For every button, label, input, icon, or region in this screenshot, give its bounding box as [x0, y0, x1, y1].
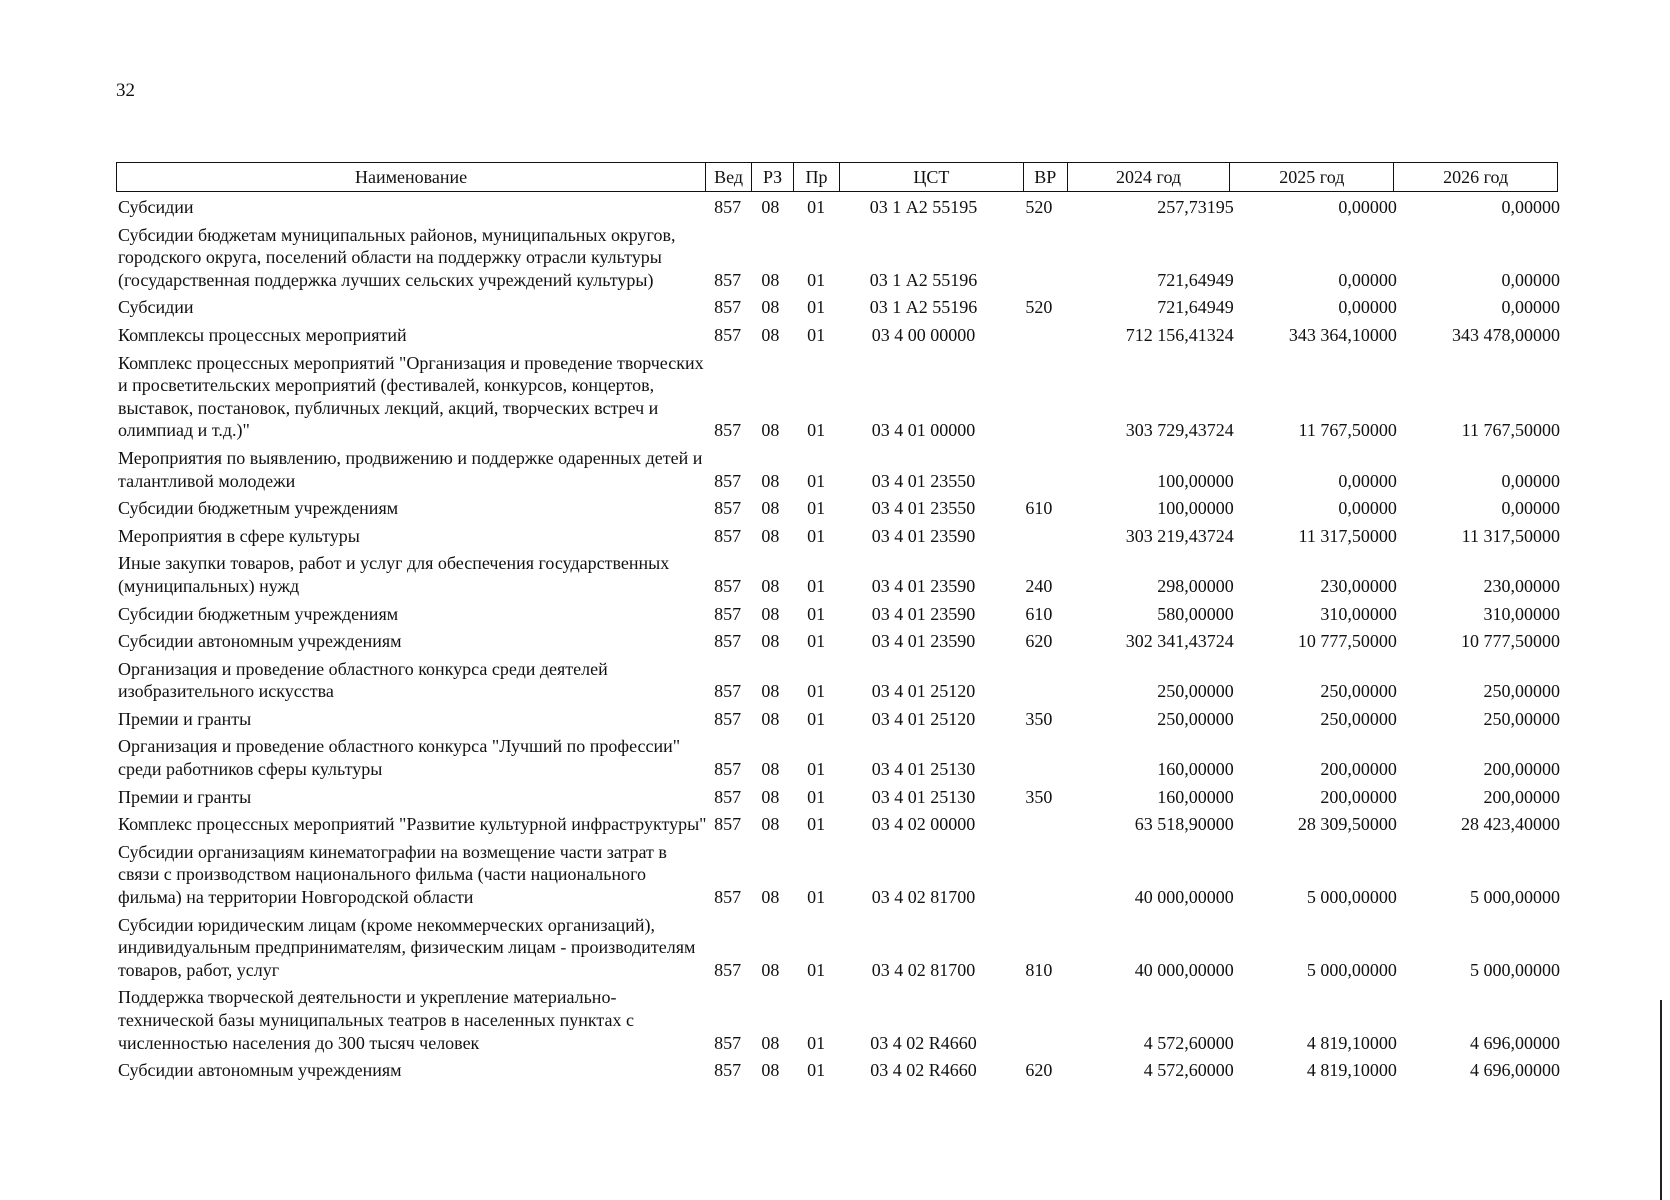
- cell-2025: 28 309,50000: [1297, 814, 1397, 835]
- cell-2025: 250,00000: [1320, 708, 1397, 729]
- cell-vr: 610: [1025, 603, 1053, 624]
- cell-rz: 08: [761, 525, 780, 546]
- table-row: [116, 447, 1566, 492]
- cell-2025: 4 819,10000: [1306, 1032, 1397, 1053]
- table-row: [116, 352, 1566, 442]
- cell-2025: 0,00000: [1338, 470, 1397, 491]
- cell-cst: 03 4 02 R4660: [870, 1060, 977, 1081]
- cell-pr: 01: [807, 1032, 826, 1053]
- cell-name: Комплекс процессных мероприятий "Организация и проведение творческих и просветительских мероприятий (фестивалей, конкурсов, концертов, выставок, постановок, публичных лекций, акций, творческих встреч и олимпиад и т.д.)": [118, 352, 704, 441]
- page-number: 32: [116, 80, 135, 101]
- cell-pr: 01: [807, 814, 826, 835]
- cell-vr: 350: [1025, 708, 1053, 729]
- cell-2025: 0,00000: [1338, 197, 1397, 217]
- cell-vr: 350: [1025, 786, 1053, 807]
- table-row: [116, 603, 1566, 626]
- cell-2026: 11 767,50000: [1461, 420, 1560, 441]
- cell-ved: 857: [714, 631, 742, 652]
- cell-cst: 03 4 01 25130: [871, 759, 976, 780]
- cell-2024: 257,73195: [1157, 197, 1234, 217]
- cell-pr: 01: [807, 603, 826, 624]
- table-header: [116, 162, 1558, 192]
- cell-rz: 08: [761, 603, 780, 624]
- cell-2024: 40 000,00000: [1134, 887, 1234, 908]
- cell-vr: 610: [1025, 498, 1053, 519]
- cell-pr: 01: [807, 959, 826, 980]
- cell-name: Субсидии: [118, 197, 194, 217]
- cell-vr: 520: [1025, 197, 1053, 217]
- cell-pr: 01: [807, 575, 826, 596]
- header-2025: 2025 год: [1230, 163, 1394, 191]
- table-row: [116, 224, 1566, 292]
- cell-name: Поддержка творческой деятельности и укрепление материально-технической базы муниципальных театров в населенных пунктах с численностью населения до 300 тысяч человек: [118, 987, 634, 1053]
- table-row: [116, 914, 1566, 982]
- cell-pr: 01: [807, 420, 826, 441]
- table-row: [116, 324, 1566, 347]
- cell-2025: 200,00000: [1320, 786, 1397, 807]
- cell-name: Организация и проведение областного конкурса "Лучший по профессии" среди работников сферы культуры: [118, 736, 681, 780]
- cell-rz: 08: [761, 269, 780, 290]
- cell-cst: 03 4 02 R4660: [870, 1032, 977, 1053]
- cell-2026: 11 317,50000: [1461, 525, 1560, 546]
- table-row: [116, 841, 1566, 909]
- cell-name: Субсидии: [118, 297, 194, 318]
- cell-pr: 01: [807, 297, 826, 318]
- cell-2024: 721,64949: [1157, 297, 1234, 318]
- header-2026: 2026 год: [1443, 166, 1509, 187]
- table-row: [116, 735, 1566, 780]
- cell-rz: 08: [761, 1032, 780, 1053]
- cell-2026: 0,00000: [1501, 297, 1560, 318]
- cell-rz: 08: [761, 681, 780, 702]
- cell-2026: 250,00000: [1483, 681, 1560, 702]
- cell-cst: 03 4 00 00000: [871, 324, 976, 345]
- cell-2024: 100,00000: [1157, 470, 1234, 491]
- cell-pr: 01: [807, 324, 826, 345]
- cell-2026: 5 000,00000: [1470, 887, 1560, 908]
- cell-2026: 200,00000: [1483, 759, 1560, 780]
- cell-2024: 100,00000: [1157, 498, 1234, 519]
- table-row: [116, 786, 1566, 809]
- cell-pr: 01: [807, 681, 826, 702]
- table-row: [116, 1059, 1566, 1082]
- cell-ved: 857: [714, 269, 742, 290]
- cell-cst: 03 4 01 23590: [871, 575, 976, 596]
- cell-ved: 857: [714, 197, 742, 217]
- cell-pr: 01: [807, 470, 826, 491]
- cell-cst: 03 4 02 00000: [871, 814, 976, 835]
- cell-rz: 08: [761, 575, 780, 596]
- cell-2026: 5 000,00000: [1470, 959, 1560, 980]
- cell-name: Субсидии бюджетным учреждениям: [118, 498, 399, 519]
- table-row: [116, 708, 1566, 731]
- cell-2024: 250,00000: [1157, 681, 1234, 702]
- header-ved: Вед: [706, 163, 752, 191]
- cell-rz: 08: [761, 324, 780, 345]
- cell-name: Субсидии бюджетам муниципальных районов, муниципальных округов, городского округа, поселений области на поддержку отрасли культуры (государственная поддержка лучших сельских учреждений культуры): [118, 224, 676, 290]
- cell-2025: 11 317,50000: [1298, 525, 1397, 546]
- cell-ved: 857: [714, 297, 742, 318]
- cell-name: Комплексы процессных мероприятий: [118, 324, 407, 345]
- cell-pr: 01: [807, 197, 826, 217]
- header-cst: ЦСТ: [840, 163, 1024, 191]
- cell-2025: 0,00000: [1338, 297, 1397, 318]
- cell-2025: 250,00000: [1320, 681, 1397, 702]
- cell-ved: 857: [714, 525, 742, 546]
- cell-ved: 857: [714, 786, 742, 807]
- cell-2025: 343 364,10000: [1288, 324, 1397, 345]
- cell-cst: 03 4 01 23590: [871, 631, 976, 652]
- cell-name: Комплекс процессных мероприятий "Развитие культурной инфраструктуры": [118, 814, 707, 835]
- cell-rz: 08: [761, 470, 780, 491]
- cell-rz: 08: [761, 631, 780, 652]
- cell-2025: 5 000,00000: [1306, 959, 1397, 980]
- cell-2024: 250,00000: [1157, 708, 1234, 729]
- cell-pr: 01: [807, 786, 826, 807]
- cell-cst: 03 1 А2 55196: [869, 297, 978, 318]
- cell-2024: 160,00000: [1157, 759, 1234, 780]
- cell-2025: 0,00000: [1338, 498, 1397, 519]
- table-row: [116, 813, 1566, 836]
- cell-2026: 28 423,40000: [1461, 814, 1560, 835]
- cell-name: Субсидии организациям кинематографии на возмещение части затрат в связи с производством национального фильма (части национального фильма) на территории Новгородской области: [118, 841, 667, 908]
- cell-2026: 0,00000: [1501, 197, 1560, 217]
- cell-rz: 08: [761, 708, 780, 729]
- cell-vr: 810: [1025, 959, 1053, 980]
- cell-cst: 03 1 А2 55196: [869, 269, 978, 290]
- table-row: [116, 986, 1566, 1054]
- cell-2024: 580,00000: [1157, 603, 1234, 624]
- cell-name: Иные закупки товаров, работ и услуг для обеспечения государственных (муниципальных) нужд: [118, 553, 670, 596]
- header-2024: 2024 год: [1068, 163, 1231, 191]
- cell-name: Субсидии бюджетным учреждениям: [118, 603, 399, 624]
- cell-ved: 857: [714, 959, 742, 980]
- cell-rz: 08: [761, 959, 780, 980]
- cell-ved: 857: [714, 681, 742, 702]
- cell-2024: 721,64949: [1157, 269, 1234, 290]
- cell-cst: 03 4 01 23590: [871, 603, 976, 624]
- cell-rz: 08: [761, 498, 780, 519]
- cell-ved: 857: [714, 814, 742, 835]
- cell-name: Субсидии автономным учреждениям: [118, 1060, 402, 1081]
- table-row: [116, 658, 1566, 703]
- cell-cst: 03 4 02 81700: [871, 887, 976, 908]
- cell-2025: 11 767,50000: [1298, 420, 1397, 441]
- cell-ved: 857: [714, 470, 742, 491]
- cell-2025: 200,00000: [1320, 759, 1397, 780]
- cell-name: Мероприятия по выявлению, продвижению и поддержке одаренных детей и талантливой молодежи: [118, 447, 703, 491]
- cell-2026: 200,00000: [1483, 786, 1560, 807]
- cell-cst: 03 4 01 23590: [871, 525, 976, 546]
- header-name: Наименование: [117, 163, 706, 191]
- cell-name: Мероприятия в сфере культуры: [118, 525, 360, 546]
- table-row: [116, 296, 1566, 319]
- cell-2026: 0,00000: [1501, 498, 1560, 519]
- cell-2024: 303 219,43724: [1125, 525, 1234, 546]
- cell-name: Субсидии автономным учреждениям: [118, 631, 402, 652]
- cell-ved: 857: [714, 420, 742, 441]
- cell-2025: 5 000,00000: [1306, 887, 1397, 908]
- cell-cst: 03 4 01 25120: [871, 681, 976, 702]
- table-row: [116, 196, 1566, 219]
- cell-2024: 4 572,60000: [1143, 1060, 1234, 1081]
- cell-2024: 303 729,43724: [1125, 420, 1234, 441]
- cell-rz: 08: [761, 420, 780, 441]
- cell-pr: 01: [807, 525, 826, 546]
- table-row: [116, 497, 1566, 520]
- cell-vr: 620: [1025, 631, 1053, 652]
- cell-ved: 857: [714, 887, 742, 908]
- cell-2026: 310,00000: [1483, 603, 1560, 624]
- cell-2026: 10 777,50000: [1461, 631, 1560, 652]
- cell-2024: 4 572,60000: [1143, 1032, 1234, 1053]
- cell-pr: 01: [807, 887, 826, 908]
- cell-cst: 03 4 01 00000: [871, 420, 976, 441]
- cell-vr: 240: [1025, 575, 1053, 596]
- table-body: [116, 196, 1566, 1087]
- cell-2026: 0,00000: [1501, 269, 1560, 290]
- cell-ved: 857: [714, 1060, 742, 1081]
- table-row: [116, 630, 1566, 653]
- cell-2025: 0,00000: [1338, 269, 1397, 290]
- cell-2026: 0,00000: [1501, 470, 1560, 491]
- cell-pr: 01: [807, 269, 826, 290]
- cell-ved: 857: [714, 498, 742, 519]
- cell-2026: 4 696,00000: [1470, 1060, 1560, 1081]
- header-pr: Пр: [794, 163, 840, 191]
- scan-edge-line: [1660, 1000, 1662, 1200]
- cell-2024: 712 156,41324: [1125, 324, 1234, 345]
- cell-ved: 857: [714, 759, 742, 780]
- cell-2025: 310,00000: [1320, 603, 1397, 624]
- cell-ved: 857: [714, 603, 742, 624]
- cell-pr: 01: [807, 631, 826, 652]
- cell-cst: 03 4 01 25130: [871, 786, 976, 807]
- cell-ved: 857: [714, 1032, 742, 1053]
- table-row: [116, 525, 1566, 548]
- cell-cst: 03 1 А2 55195: [869, 197, 978, 217]
- cell-rz: 08: [761, 1060, 780, 1081]
- cell-pr: 01: [807, 1060, 826, 1081]
- cell-name: Премии и гранты: [118, 786, 252, 807]
- cell-2024: 40 000,00000: [1134, 959, 1234, 980]
- cell-2026: 250,00000: [1483, 708, 1560, 729]
- cell-rz: 08: [761, 887, 780, 908]
- cell-vr: 620: [1025, 1060, 1053, 1081]
- cell-2024: 302 341,43724: [1125, 631, 1234, 652]
- cell-name: Организация и проведение областного конкурса среди деятелей изобразительного искусства: [118, 658, 608, 702]
- cell-cst: 03 4 01 23550: [871, 498, 976, 519]
- cell-2025: 10 777,50000: [1297, 631, 1397, 652]
- cell-2025: 4 819,10000: [1306, 1060, 1397, 1081]
- cell-2026: 343 478,00000: [1452, 324, 1560, 345]
- cell-name: Субсидии юридическим лицам (кроме некоммерческих организаций), индивидуальным предпринимателям, физическим лицам - производителям товаров, работ, услуг: [118, 914, 696, 980]
- cell-pr: 01: [807, 708, 826, 729]
- cell-2026: 4 696,00000: [1470, 1032, 1560, 1053]
- cell-rz: 08: [761, 759, 780, 780]
- cell-name: Премии и гранты: [118, 708, 252, 729]
- cell-2024: 160,00000: [1157, 786, 1234, 807]
- cell-rz: 08: [761, 786, 780, 807]
- cell-cst: 03 4 01 23550: [871, 470, 976, 491]
- table-row: [116, 552, 1566, 597]
- cell-vr: 520: [1025, 297, 1053, 318]
- cell-cst: 03 4 01 25120: [871, 708, 976, 729]
- cell-2026: 230,00000: [1483, 575, 1560, 596]
- cell-2024: 298,00000: [1157, 575, 1234, 596]
- cell-ved: 857: [714, 708, 742, 729]
- cell-ved: 857: [714, 324, 742, 345]
- cell-ved: 857: [714, 575, 742, 596]
- header-rz: РЗ: [752, 163, 794, 191]
- cell-pr: 01: [807, 759, 826, 780]
- cell-rz: 08: [761, 814, 780, 835]
- cell-rz: 08: [761, 197, 780, 217]
- cell-rz: 08: [761, 297, 780, 318]
- cell-cst: 03 4 02 81700: [871, 959, 976, 980]
- cell-2025: 230,00000: [1320, 575, 1397, 596]
- cell-2024: 63 518,90000: [1134, 814, 1234, 835]
- header-vr: ВР: [1024, 163, 1068, 191]
- cell-pr: 01: [807, 498, 826, 519]
